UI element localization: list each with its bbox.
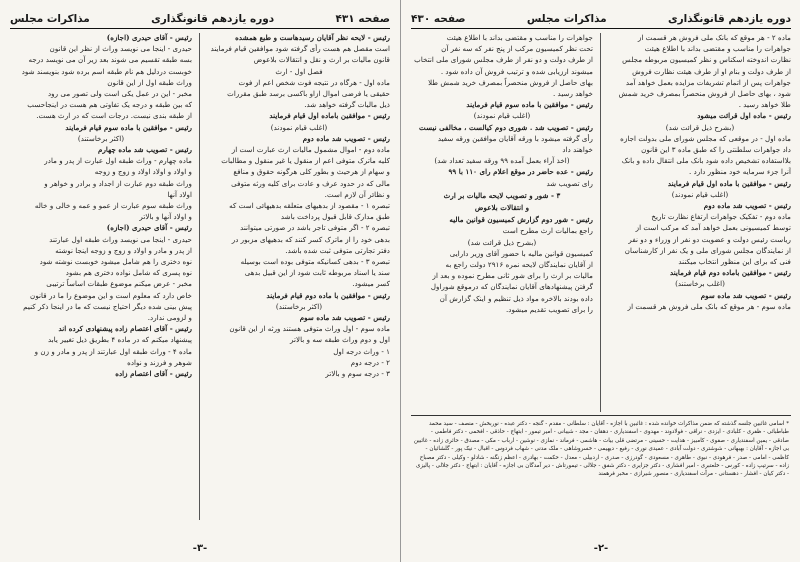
left-page-right-column-line: ماده سوم - اول وراث متوفی هستند ورثه از این قانون <box>229 324 390 334</box>
footnote-absentees: * اسامی غائبین جلسه گذشته که ضمن مذاکرات خوانده شده : غائبین با اجازه - آقایان : سلطانی - مقدم - گنجه - دکتر عبده - نوربخش - منصف - سید محمد طباطبائی - ظفری - کلبادی - ایزدی - نراقی - فولادوند - مهدوی - اسفندیاری - دهقان - مجد - شیبانی - امیر تیمور - ابتهاج - حاذقی - افخمی - دکتر فاطمی - صادقی - یمین اسفندیاری - صفوی - کامبیز - هدایت - حسینی - مرتضی قلی بیات - هاشمی - فرماند - نمازی - نوشین - ارباب - مکی - مصدق - حائری زاده - غائبین بی اجازه - آقایان : بهبهانی - شوشتری - دولت آبادی - عمیدی نوری - رفیع - دیهیمی - خسروشاهی - ملک مدنی - شهاب فردوس - اقبال - نیک پور - گلشائیان - کاظمی - امامی - صدر - فرهودی - نبوی - طاهری - مسعودی - گودرزی - صدری - اردبیلی - معدل - حکمت - بهادری - اعظم زنگنه - شادلو - وکیلی - دکتر مصباح زاده - سرتیپ زاده - کورس - خلعتبری - امیر افشاری - دکتر جزایری - دکتر شفق - جلالی - تیمورتاش - دیر آمدگان بی اجازه - آقایان : ابتهاج - دکتر جلالی - پالیزی - دکتر کیان - افشار - دهستانی - مرآت اسفندیاری - منصور شیرازی - مخبر فرهمند <box>413 421 789 478</box>
right-page-right-column-line: از طرف دولت و بنام او از طرف هیئت نظارت فروش <box>632 66 791 76</box>
right-page-label: صفحه ۴۳۰ <box>411 13 466 25</box>
right-page-left-column-line: (بشرح ذیل قرائت شد) <box>467 237 537 247</box>
left-page-left-column-line: از پدر و مادر و اولاد و زوج و زوجه اینجا نوشته <box>55 245 192 255</box>
right-page-left-column-line: رئیس - شور دوم گزارش کمیسیون قوانین مالیه <box>449 215 593 225</box>
right-page-left-column-line: از آقایان نمایندگان لایحه نمره ۲۹۱۶ دولت راجع به <box>445 260 593 270</box>
left-page-left-column-line: حیدری - اینجا می نویسد وراث از نظر این قانون <box>49 44 192 54</box>
left-page-left-column-line: رئیس - موافقین با ماده سوم قیام فرمایند <box>65 122 192 132</box>
left-page-right-column-line: سند یا اسناد مربوطه ثابت شود از این قبیل بدهی <box>244 268 390 278</box>
left-page-right-column-line: تبصره ۲ - اگر متوفی تاجر باشد در صورتی میتوانند <box>240 223 390 233</box>
left-page-right-column-line: رئیس - تصویب شد ماده دوم <box>302 133 390 143</box>
right-page-right-column-line: (اغلب برخاستند) <box>675 279 725 289</box>
left-page-left-column-line: ماده ۴ - وراث طبقه اول عبارتند از پدر و مادر و زن و <box>34 346 192 356</box>
right-page-left-column-line: (اخذ آراء بعمل آمده ۹۹ ورقه سفید تعداد شد) <box>434 156 570 166</box>
left-page-left-column-line: اولاد آنها <box>167 189 192 199</box>
right-page-left-column-line: از طرف دولت و دو نفر از طرف مجلس شورای ملی انتخاب <box>414 55 593 65</box>
left-page-left-column-line: شوهر و فرزند و نواده <box>127 357 192 367</box>
left-page-right-column-line: طبق مدارک قابل قبول پرداخت باشد <box>280 212 390 222</box>
left-page-right-column-line: رئیس - موافقین با ماده دوم قیام فرمایند <box>266 290 390 300</box>
left-page-left-column-line: رئیس - آقای حیدری (اجازه) <box>106 33 192 42</box>
footnote-rule <box>411 415 791 416</box>
right-page-left-column-line: داده بودند بالاخره مواد ذیل تنظیم و اینک گزارش آن <box>439 293 593 303</box>
left-page-left-column-line: که بین طبقه و درجه یک تفاوتی هم هست در اینجاحسب <box>27 100 192 110</box>
right-page-left-column-line: راجع بمالیات ارث مطرح است <box>502 226 593 236</box>
left-page-right-column-line: ۱ - وراث درجه اول <box>333 346 390 356</box>
left-page-left-column-line: وراث طبقه دوم عبارت از اجداد و برادر و خواهر و <box>44 178 192 188</box>
left-page-right-column-line: تبصره ۳ - بدهی کسانیکه متوفی بوده است بوسیله <box>240 257 390 267</box>
left-page-left-column-line: وراث طبقه اول از این قانون <box>107 77 192 87</box>
right-page-right-column-line: ماده سوم - هر موقع که بانک ملی فروش هر قسمت از <box>627 301 791 311</box>
right-page-right-column-line: رئیس - موافقین باماده دوم قیام فرمایند <box>669 268 791 278</box>
left-page-left-column-line: خوبست دردلیل هم نام طبقه اسم برده شود بنویسند شود <box>21 66 192 76</box>
left-session-label: دوره یازدهم قانونگذاری <box>151 13 275 25</box>
left-page-right-column-line: ماده اول - هرگاه در نتیجه فوت شخص اعم از فوت <box>238 77 390 87</box>
right-page-right-column-line: رئیس - موافقین با ماده اول قیام فرمایند <box>667 178 791 188</box>
left-page-right-column-line: و سهام از هرحیث و بطور کلی هرگونه حقوق و منافع <box>233 167 390 177</box>
right-page-right-column-line: از نمایندگان مجلس شورای ملی و یک نفر از کارشناسان <box>624 245 791 255</box>
left-page-left-column-line: (اکثر برخاستند) <box>77 133 125 143</box>
left-page-left-column-line: پیشنهاد میکنم که در ماده ۴ بطریق ذیل تغییر یابد <box>47 335 192 345</box>
right-header-rule <box>411 28 791 29</box>
left-column-separator <box>199 33 200 520</box>
left-header-rule <box>10 28 390 29</box>
left-page-left-column-line: نوه دختری را هم شامل میشود خوبست نوشته شود <box>39 257 192 267</box>
right-page-header <box>411 12 791 26</box>
right-page-left-column-line: خواهد رسید . <box>552 89 593 99</box>
right-page-right-column-line: رئیس - تصویب شد ماده سوم <box>700 290 791 300</box>
left-page-right-column <box>208 33 390 520</box>
right-page-right-column-line: (اغلب قیام نمودند) <box>671 189 729 199</box>
left-page-right-column-line: و نظائر آن لازم است. <box>324 189 390 199</box>
right-page-right-column-line: فنی که برای این منظور انتخاب میکنند <box>678 257 791 267</box>
left-page-right-column-line: ذیل مالیات گرفته خواهد شد. <box>304 100 390 110</box>
right-page-right-column <box>609 33 791 412</box>
right-page-left-column-line: کمیسیون قوانین مالیه با حضور آقای وزیر دارایی <box>449 248 593 258</box>
right-page-right-column-line: داد جواهرات سلطنتی را که طبق ماده ۳ این قانون <box>641 145 791 155</box>
left-page-right-column-line: رئیس - لایحه نظر آقایان رسیدهاست و طبع همشده <box>235 33 390 42</box>
right-page-right-column-line: ماده ۲ - هر موقع که بانک ملی فروش هر قسمت از <box>637 33 791 42</box>
right-page-left-column-line: خواهند داد <box>562 145 593 155</box>
right-page-left-column-line: را برای تصویب تقدیم میشود. <box>505 304 593 314</box>
left-title-label: مذاکرات مجلس <box>10 13 90 25</box>
left-page-right-column-line: حقیقی یا فرضی اموال ازاو باکسی برسد طبق مقررات <box>227 89 390 99</box>
right-page-right-column-line: شود ، بهای حاصل از فروش منحصراً بمصرف خرید شمش <box>618 89 791 99</box>
right-page-left-column-line: گرفتن پیشنهادهای آقایان نمایندگان که درموقع شوراول <box>430 282 593 292</box>
right-column-separator <box>600 33 601 412</box>
right-page-left-column-line: مالیات بر ارث را برای شور ثانی مطرح نموده و بعد از <box>432 271 593 281</box>
left-page-right-column-line: کلیه ماترک متوفی اعم از منقول یا غیر منقول و مطالبات <box>221 156 390 166</box>
right-page-right-column-line: جواهرات پس از اتمام تشریفات مزایده بعمل خواهد آمد <box>625 77 791 87</box>
left-page-left-column-line: نوه پسری که شامل نواده دختری هم بشود <box>65 268 192 278</box>
left-page-left-column-line: رئیس - آقای اعتصام زاده <box>115 369 192 379</box>
left-page-left-column-line: از طبقه بندی نیست. درجات است که در ارث هست. <box>36 111 192 121</box>
left-page-left-column-line: حیدری - اینجا می نویسد وراث طبقه اول عبارتند <box>49 234 192 244</box>
right-page-right-column-line: رئیس - ماده اول قرائت میشود <box>697 111 791 121</box>
right-session-label: دوره یازدهم قانونگذاری <box>667 13 791 25</box>
left-page-left-column-line: رئیس - تصویب شد ماده چهارم <box>98 145 192 155</box>
right-page-right-column-line: ماده اول - در موقعی که مجلس شورای ملی بدولت اجازه <box>620 133 791 143</box>
right-page-right-column-line: آنرا جزء سرمایه خود منظور دارد . <box>689 167 791 177</box>
left-page-right-column-line: بدهی خود را از ماترک کسر کنند که بدهیهای مزبور در <box>231 234 390 244</box>
left-page-right-column-line: ۳ - درجه سوم و بالاتر <box>325 369 390 379</box>
right-page-right-column-line: توسط کمیسیونی بعمل خواهد آمد که مرکب است از <box>635 223 791 233</box>
left-page-right-column-line: کسر میشود. <box>352 279 390 289</box>
left-page-right-column-line: ۲ - درجه دوم <box>350 357 390 367</box>
left-page-right-column-line: ماده دوم - اموال مشمول مالیات ارث عبارت است از <box>231 145 390 155</box>
right-page-left-column-line: جواهرات را مناسب و مقتضی بداند با اطلاع هیئت <box>446 33 593 42</box>
right-page-left-column <box>411 33 593 412</box>
right-page-left-column-line: رئیس - تصویب شد . شوری دوم کیالست ، مخالفی نیست <box>419 122 593 132</box>
left-page-left-column-line: رئیس - آقای اعتصام زاده پیشنهادی کرده اند <box>58 324 192 334</box>
right-page-right-column-line: رئیس - تصویب شد ماده دوم <box>703 201 791 211</box>
right-page-left-column-line: و انتقالات بلاعوض <box>474 203 530 213</box>
left-page-left-column-line: پیش بینی شده دیگر احتیاج نیست که ما در اینجا ذکر کنیم <box>23 301 192 311</box>
left-page-right-column-line: مالی که در حدود عرف و عادت برای کلیه ورثه متوفی <box>231 178 390 188</box>
right-page-right-column-line: بلااستفاده تشخیص داده شود بانک ملی انتقال داده و بانک <box>621 156 791 166</box>
right-page-left-column-line: ۳ - شور و تصویب لایحه مالیات بر ارث <box>443 190 561 200</box>
left-page-left-column-line: رئیس - آقای حیدری (اجازه) <box>106 223 192 233</box>
left-page-right-column-line: (اکثر برخاستند) <box>275 301 323 311</box>
left-page-right-column-line: دفتر تجارتی متوفی ثبت شده باشد. <box>285 245 390 255</box>
right-page-left-column-line: رئیس - عده حاضر در موقع اعلام رای ۱۱۰ با ۹۹ <box>448 167 593 177</box>
right-page-left-column-line: رای تصویب شد <box>546 178 593 188</box>
left-page-left-column-line: و لزومی ندارد. <box>147 313 192 323</box>
right-page-left-column-line: تحت نظر کمیسیون مرکب از پنج نفر که سه نفر آن <box>441 44 593 54</box>
right-page-left-column-line: میشوند ارزیابی شده و ترتیب فروش آن داده شود . <box>440 66 593 76</box>
right-page-left-column-line: رأی گرفته میشود با ورقه آقایان موافقین ورقه سفید <box>437 133 593 143</box>
right-page-right-column-line: جواهرات را مناسب و مقتضی بداند با اطلاع هیئت <box>644 44 791 54</box>
right-page-left-column-line: رئیس - موافقین با ماده سوم قیام فرمایند <box>466 100 593 110</box>
right-page-right-column-line: نظارت اندوخته اسکناس و نظر کمیسیون مربوطه مجلس <box>622 55 791 65</box>
left-page-left-column <box>10 33 192 520</box>
right-title-label: مذاکرات مجلس <box>526 13 607 25</box>
left-page-right-column-line: تبصره ۱ - مقصود از بدهیهای متعلقه بدهیهائی است که <box>229 201 390 211</box>
right-page-left-column-line: (اغلب قیام نمودند) <box>473 111 531 121</box>
left-page-right-column-line: قانون مالیات بر ارث و نقل و انتقالات بلاعوض <box>253 55 390 65</box>
right-page-number: -۲- <box>593 543 609 554</box>
left-page-left-column-line: مخبر - این در عمل یکی است ولی تصور می رود <box>47 89 192 99</box>
right-page-right-column-line: طلا خواهد رسید . <box>738 100 791 110</box>
left-page-left-column-line: خاص دارد که معلوم است و این موضوع را ما در قانون <box>30 290 192 300</box>
left-page-right-column-line: رئیس - تصویب شد ماده سوم <box>299 313 390 323</box>
left-page-right-column-line: اول و دوم وراث طبقه سه و بالاتر <box>290 335 390 345</box>
right-page <box>400 0 800 562</box>
left-page-left-column-line: مخبر - عرض میکنم موضوع طبقات اساساً ترتیبی <box>46 279 192 289</box>
left-page-left-column-line: وراث طبقه سوم عبارت از عمو و عمه و خالی و خاله <box>34 201 192 211</box>
left-page-number: -۳- <box>192 543 208 554</box>
right-page-right-column-line: ماده دوم - تفکیک جواهرات ارتفاع نظارت تاریخ <box>651 212 791 222</box>
right-page-right-column-line: ریاست رئیس دولت و عضویت دو نفر از وزراء و دو نفر <box>628 234 791 244</box>
left-page-label: صفحه ۴۳۱ <box>335 13 390 25</box>
right-page-left-column-line: بهای حاصل از فروش منحصراً بمصرف خرید شمش طلا <box>428 77 593 87</box>
left-page-right-column-line: فصل اول - ارث <box>275 66 323 76</box>
left-page-right-column-line: رئیس - موافقین باماده اول قیام فرمایند <box>269 111 390 121</box>
left-page-left-column-line: ماده چهارم - وراث طبقه اول عبارت از پدر و مادر <box>44 156 192 166</box>
right-page-right-column-line: (بشرح ذیل قرائت شد) <box>665 122 735 132</box>
left-page-left-column-line: بسه طبقه تقسیم می شوند بعد زیر آن می نویسد درجه <box>28 55 192 65</box>
left-page-left-column-line: و اولاد آنها و بالاتر <box>139 212 192 222</box>
left-page-right-column-line: است مقصل هم هست رأی گرفته شود موافقین قیام فرمایند <box>210 44 390 54</box>
left-page-right-column-line: (اغلب قیام نمودند) <box>270 122 328 132</box>
left-page-header <box>10 12 390 26</box>
left-page-left-column-line: و اولاد و اولاد اولاد و زوج و زوجه <box>94 167 192 177</box>
